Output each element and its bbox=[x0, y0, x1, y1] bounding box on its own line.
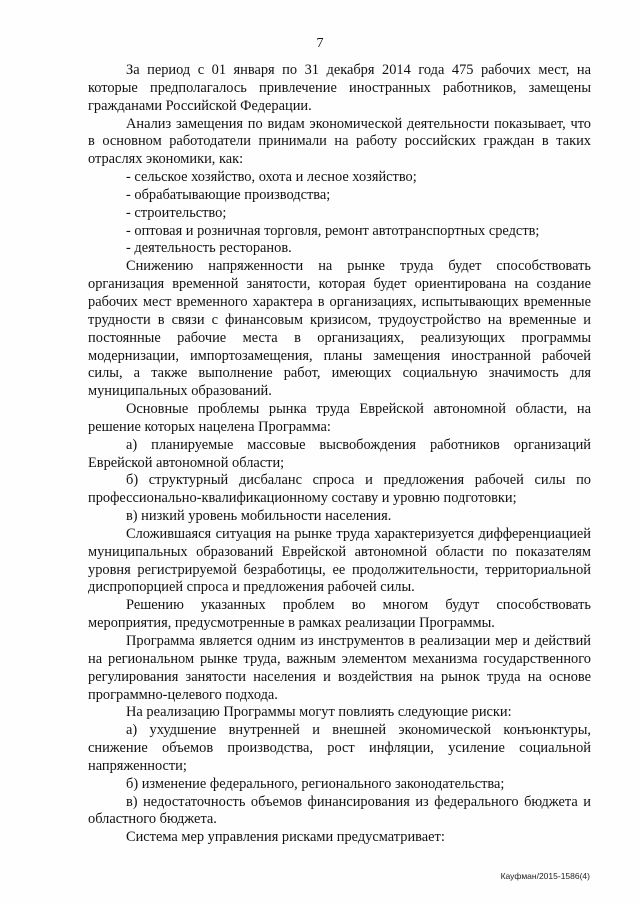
paragraph-solution: Решению указанных проблем во многом будут способствовать мероприятия, предусмотренные в рамках реализации Программы. bbox=[88, 597, 591, 632]
paragraph-situation: Сложившаяся ситуация на рынке труда характеризуется дифференциацией муниципальных образований Еврейской автономной области по показателям уровня регистрируемой безработицы, ее продолжительности, территориальной диспропорцией спроса и предложения рабочей силы. bbox=[88, 525, 591, 596]
paragraph-risks-intro: На реализацию Программы могут повлиять следующие риски: bbox=[126, 704, 512, 721]
list-item-problem: б) структурный дисбаланс спроса и предложения рабочей силы по профессионально-квалификационному составу и уровню подготовки; bbox=[88, 472, 591, 507]
list-item-problem: в) низкий уровень мобильности населения. bbox=[126, 508, 392, 525]
list-item-sector: - строительство; bbox=[126, 204, 227, 221]
body-text bbox=[88, 62, 591, 847]
list-item-sector: - оптовая и розничная торговля, ремонт автотранспортных средств; bbox=[126, 222, 540, 239]
paragraph-workplaces: За период с 01 января по 31 декабря 2014 года 475 рабочих мест, на которые предполагалось привлечение иностранных работников, замещены гражданами Российской Федерации. bbox=[88, 62, 591, 114]
list-item-risk: а) ухудшение внутренней и внешней экономической конъюнктуры, снижение объемов производства, рост инфляции, усиление социальной напряженности; bbox=[88, 722, 591, 774]
paragraph-analysis: Анализ замещения по видам экономической деятельности показывает, что в основном работодатели принимали на работу российских граждан в таких отраслях экономики, как: bbox=[88, 115, 591, 168]
list-item-sector: - обрабатывающие производства; bbox=[126, 186, 331, 203]
document-footer-code: Кауфман/2015-1586(4) bbox=[500, 871, 590, 881]
list-item-problem: а) планируемые массовые высвобождения работников организаций Еврейской автономной области; bbox=[88, 436, 591, 471]
page-number: 7 bbox=[316, 36, 324, 51]
list-item-sector: - деятельность ресторанов. bbox=[126, 240, 292, 257]
paragraph-program: Программа является одним из инструментов в реализации мер и действий на региональном рынке труда, важным элементом механизма государственного регулирования занятости населения и воздействия на рынок труда на основе программно-целевого подхода. bbox=[88, 633, 591, 703]
list-item-risk: в) недостаточность объемов финансирования из федерального бюджета и областного бюджета. bbox=[88, 793, 591, 828]
paragraph-tension: Снижению напряженности на рынке труда будет способствовать организация временной занятости, которая будет ориентирована на создание рабочих мест временного характера в организациях, испытывающих временные трудности в связи с финансовым кризисом, трудоустройство на временные и постоянные рабочие места в организациях, реализующих программы модернизации, импортозамещения, планы замещения иностранной рабочей силы, а также выполнение работ, имеющих социальную значимость для муниципальных образований. bbox=[88, 258, 591, 400]
paragraph-problems-intro: Основные проблемы рынка труда Еврейской автономной области, на решение которых нацелена Программа: bbox=[88, 401, 591, 435]
paragraph-risk-management: Система мер управления рисками предусматривает: bbox=[126, 829, 445, 846]
list-item-risk: б) изменение федерального, регионального законодательства; bbox=[126, 775, 505, 792]
list-item-sector: - сельское хозяйство, охота и лесное хозяйство; bbox=[126, 169, 417, 186]
